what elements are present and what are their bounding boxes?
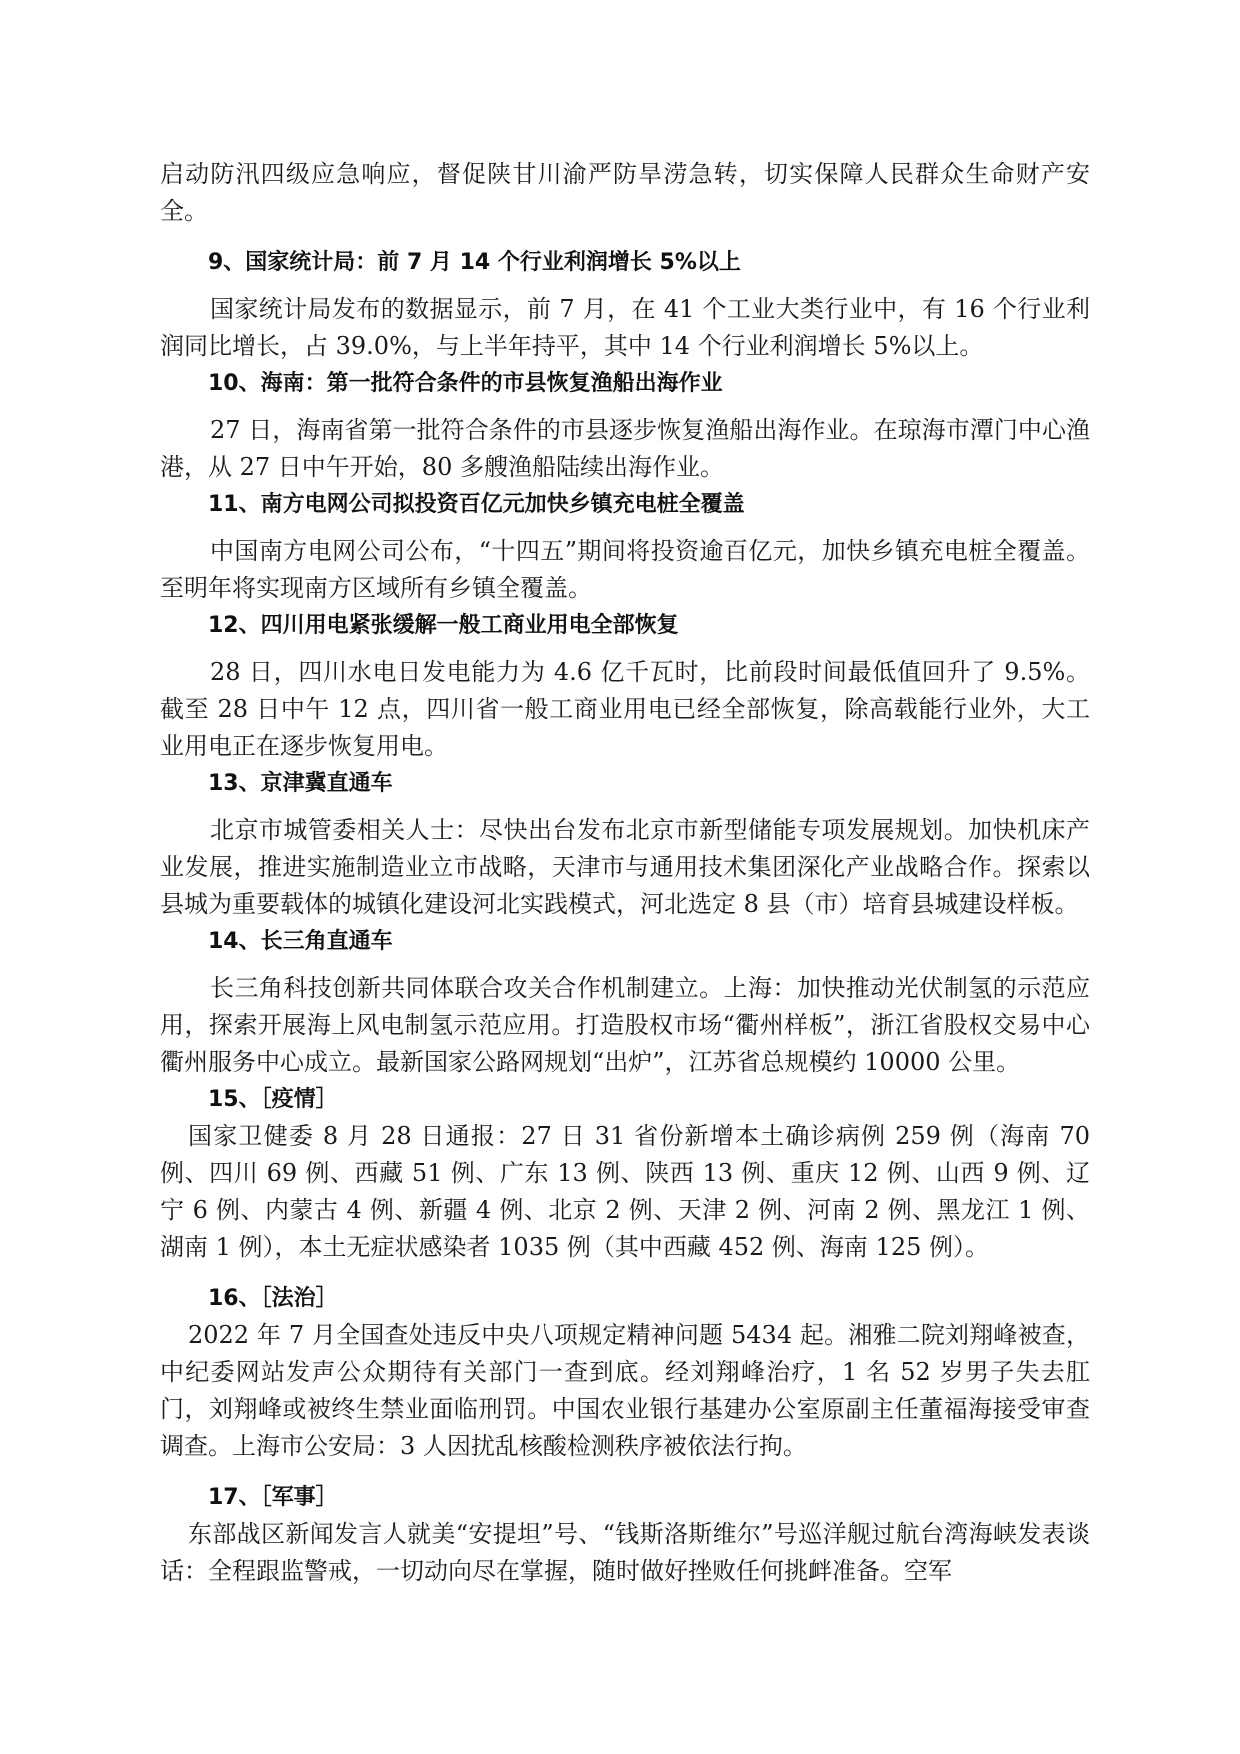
paragraph-13: 北京市城管委相关人士：尽快出台发布北京市新型储能专项发展规划。加快机床产业发展，推进实施制造业立市战略，天津市与通用技术集团深化产业战略合作。探索以县城为重要载体的城镇化建设河北实践模式，河北选定 8 县（市）培育县城建设样板。 [160, 816, 1090, 918]
paragraph-17: 东部战区新闻发言人就美“安提坦”号、“钱斯洛斯维尔”号巡洋舰过航台湾海峡发表谈话：全程跟监警戒，一切动向尽在掌握，随时做好挫败任何挑衅准备。空军 [160, 1520, 1090, 1585]
article-body [160, 156, 1090, 1590]
heading-14: 14、长三角直通车 [208, 929, 393, 954]
paragraph-12: 28 日，四川水电日发电能力为 4.6 亿千瓦时，比前段时间最低值回升了 9.5%。截至 28 日中午 12 点，四川省一般工商业用电已经全部恢复，除高载能行业外，大工业用电正在逐步恢复用电。 [160, 658, 1090, 760]
paragraph-11: 中国南方电网公司公布，“十四五”期间将投资逾百亿元，加快乡镇充电桩全覆盖。至明年将实现南方区域所有乡镇全覆盖。 [160, 537, 1090, 602]
heading-13: 13、京津冀直通车 [208, 771, 393, 796]
heading-9: 9、国家统计局：前 7 月 14 个行业利润增长 5%以上 [208, 250, 741, 275]
heading-16: 16、［法治］ [208, 1286, 338, 1311]
paragraph-16: 2022 年 7 月全国查处违反中央八项规定精神问题 5434 起。湘雅二院刘翔峰被查，中纪委网站发声公众期待有关部门一查到底。经刘翔峰治疗，1 名 52 岁男子失去肛门，刘翔峰或被终生禁业面临刑罚。中国农业银行基建办公室原副主任董福海接受审查调查。上海市公安局：3 人因扰乱核酸检测秩序被依法行拘。 [160, 1321, 1090, 1460]
paragraph-9: 国家统计局发布的数据显示，前 7 月，在 41 个工业大类行业中，有 16 个行业利润同比增长，占 39.0%，与上半年持平，其中 14 个行业利润增长 5%以上。 [160, 295, 1090, 360]
heading-15: 15、［疫情］ [208, 1087, 338, 1112]
heading-17: 17、［军事］ [208, 1485, 338, 1510]
heading-12: 12、四川用电紧张缓解一般工商业用电全部恢复 [208, 613, 679, 638]
paragraph-continued: 启动防汛四级应急响应，督促陕甘川渝严防旱涝急转，切实保障人民群众生命财产安全。 [160, 160, 1090, 225]
heading-11: 11、南方电网公司拟投资百亿元加快乡镇充电桩全覆盖 [208, 492, 745, 517]
paragraph-10: 27 日，海南省第一批符合条件的市县逐步恢复渔船出海作业。在琼海市潭门中心渔港，从 27 日中午开始，80 多艘渔船陆续出海作业。 [160, 416, 1090, 481]
paragraph-14: 长三角科技创新共同体联合攻关合作机制建立。上海：加快推动光伏制氢的示范应用，探索开展海上风电制氢示范应用。打造股权市场“衢州样板”，浙江省股权交易中心衢州服务中心成立。最新国家公路网规划“出炉”，江苏省总规模约 10000 公里。 [160, 974, 1090, 1076]
heading-10: 10、海南：第一批符合条件的市县恢复渔船出海作业 [208, 371, 723, 396]
paragraph-15: 国家卫健委 8 月 28 日通报：27 日 31 省份新增本土确诊病例 259 例（海南 70 例、四川 69 例、西藏 51 例、广东 13 例、陕西 13 例、重庆 12 例、山西 9 例、辽宁 6 例、内蒙古 4 例、新疆 4 例、北京 2 例、天津 2 例、河南 2 例、黑龙江 1 例、湖南 1 例），本土无症状感染者 1035 例（其中西藏 452 例、海南 125 例）。 [160, 1122, 1090, 1261]
